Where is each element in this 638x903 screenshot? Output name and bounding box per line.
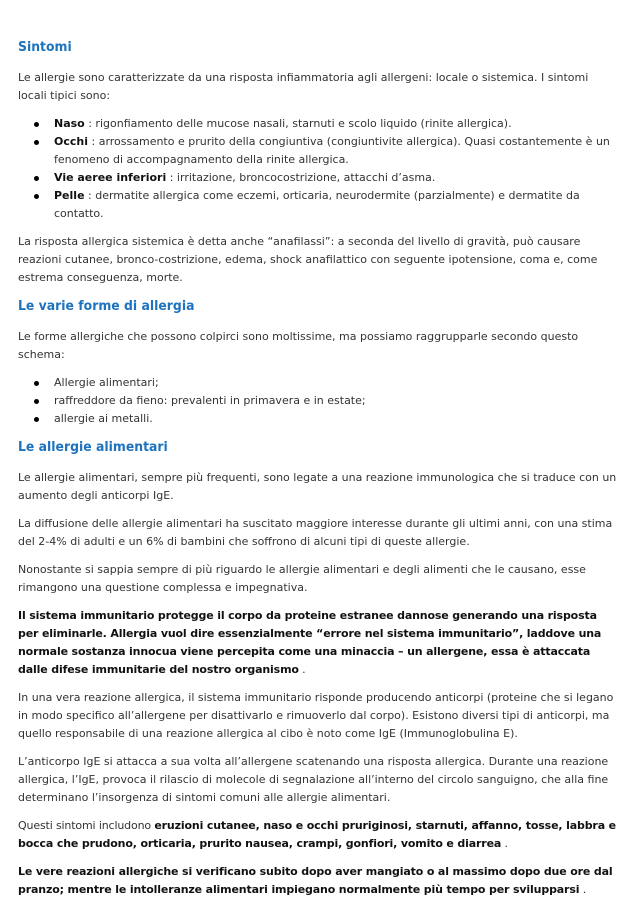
term: Pelle [54,189,85,202]
bullet-icon [34,417,39,422]
term: Vie aeree inferiori [54,171,167,184]
bold-text: Le vere reazioni allergiche si verificano subito dopo aver mangiato o al massimo dopo due ore dal pranzo; mentre le intolleranze alimentari impiegano normalmente più tempo per svilupparsi [18,865,613,896]
heading-forme: Le varie forme di allergia [18,298,195,314]
term: Occhi [54,135,88,148]
list-item [54,133,618,169]
heading-alimentari: Le allergie alimentari [18,439,168,455]
term-description: : arrossamento e prurito della congiuntiva (congiuntivite allergica). Quasi costantemente è un fenomeno di accompagnamento della rinite allergica. [54,135,610,166]
bold-text: Il sistema immunitario protegge il corpo da proteine estranee dannose generando una risposta per eliminarle. Allergia vuol dire essenzialmente “errore nel sistema immunitario”, laddove una normale sostanza innocua viene percepita come una minaccia – un allergene, essa è attaccata dalle difese immunitarie del nostro organismo [18,609,602,676]
list-item [54,169,618,187]
list-sintomi [18,115,618,223]
term-description: : irritazione, broncocostrizione, attacchi d’asma. [166,171,436,184]
list-forme [18,374,618,428]
text-tail: . [298,663,306,676]
list-item [54,187,618,223]
paragraph-alimentari-2: La diffusione delle allergie alimentari ha suscitato maggiore interesse durante gli ultimi anni, con una stima del 2-4% di adulti e un 6% di bambini che soffrono di alcuni tipi di queste allergie. [18,517,613,548]
list-item-text: raffreddore da fieno: prevalenti in primavera e in estate; [54,394,366,407]
bullet-icon [34,381,39,386]
term-description: : dermatite allergica come eczemi, orticaria, neurodermite (parzialmente) e dermatite da contatto. [54,189,580,220]
paragraph-sistema-immunitario [18,607,618,679]
list-item [54,374,618,392]
paragraph-sintomi-intro: Le allergie sono caratterizzate da una risposta infiammatoria agli allergeni: locale o sistemica. I sintomi locali tipici sono: [18,71,589,102]
bullet-icon [34,122,39,127]
bullet-icon [34,176,39,181]
bold-text: eruzioni cutanee, naso e occhi pruriginosi, starnuti, affanno, tosse, labbra e bocca che prudono, orticaria, prurito nausea, crampi, gonfiori, vomito e diarrea [18,819,616,850]
paragraph-anafilassi: La risposta allergica sistemica è detta anche “anafilassi”: a seconda del livello di gravità, può causare reazioni cutanee, bronco-costrizione, edema, shock anafilattico con seguente ipotensione, coma e, come estrema conseguenza, morte. [18,235,598,284]
term: Naso [54,117,85,130]
paragraph-reazioni-vere [18,863,618,899]
paragraph-sintomi-alimentari [18,817,618,853]
paragraph-alimentari-1: Le allergie alimentari, sempre più frequenti, sono legate a una reazione immunologica che si traduce con un aumento degli anticorpi IgE. [18,471,617,502]
list-item-text: Allergie alimentari; [54,376,159,389]
paragraph-alimentari-6: L’anticorpo IgE si attacca a sua volta all’allergene scatenando una risposta allergica. Durante una reazione allergica, l’IgE, provoca il rilascio di molecole di segnalazione all’interno del circolo sanguigno, che alla fine determinano l’insorgenza di sintomi comuni alle allergie alimentari. [18,755,609,804]
heading-sintomi: Sintomi [18,39,72,55]
paragraph-forme-intro: Le forme allergiche che possono colpirci sono moltissime, ma possiamo raggrupparle secondo questo schema: [18,330,579,361]
text-lead: Questi sintomi includono [18,819,155,832]
bullet-icon [34,140,39,145]
bullet-icon [34,194,39,199]
paragraph-alimentari-5: In una vera reazione allergica, il sistema immunitario risponde producendo anticorpi (proteine che si legano in modo specifico all’allergene per disattivarlo e rimuoverlo dal corpo). Esistono diversi tipi di anticorpi, ma quello responsabile di una reazione allergica al cibo è noto come IgE (Immunoglobulina E). [18,691,614,740]
paragraph-alimentari-3: Nonostante si sappia sempre di più riguardo le allergie alimentari e degli alimenti che le causano, esse rimangono una questione complessa e impegnativa. [18,563,586,594]
list-item [54,392,618,410]
list-item-text: allergie ai metalli. [54,412,153,425]
list-item [54,410,618,428]
bullet-icon [34,399,39,404]
text-tail: . [579,883,587,896]
term-description: : rigonfiamento delle mucose nasali, starnuti e scolo liquido (rinite allergica). [84,117,512,130]
list-item [54,115,618,133]
text-tail: . [501,837,508,850]
